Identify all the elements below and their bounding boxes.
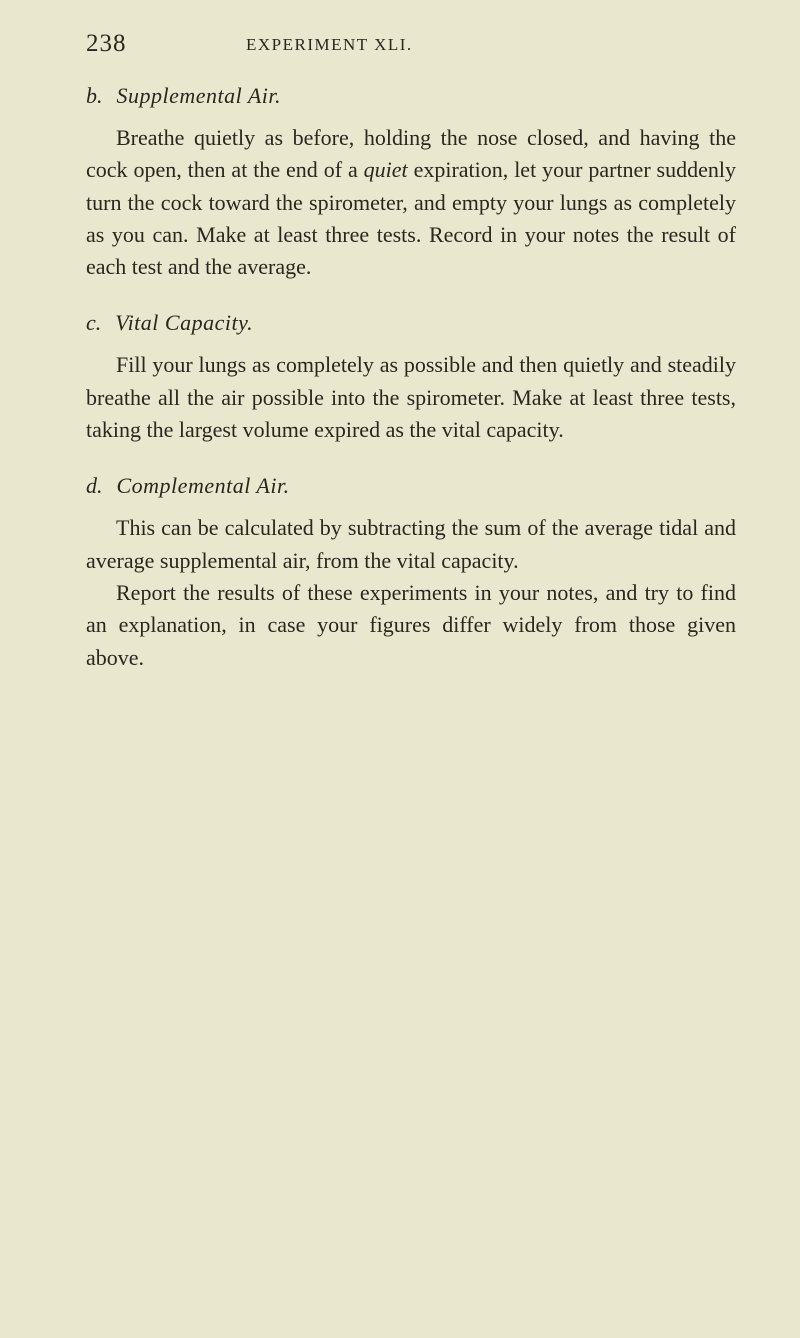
section-title: Supplemental Air.: [116, 83, 282, 108]
section-vital-capacity: [86, 307, 736, 446]
paragraph: This can be calculated by subtracting the sum of the average tidal and average supplemental air, from the vital capacity.: [86, 515, 736, 573]
section-title: Complemental Air.: [116, 473, 290, 499]
section-heading: [86, 470, 736, 502]
page-header: [86, 30, 716, 64]
paragraph: Fill your lungs as completely as possible and then quietly and steadily breathe all the air possible into the spirometer. Make at least three tests, taking the largest volume expired as the vital capacity.: [86, 352, 736, 443]
emphasized-word: quiet: [363, 157, 408, 183]
section-heading: [86, 80, 736, 112]
section-complemental-air: [86, 470, 736, 673]
section-title: Vital Capacity.: [115, 310, 254, 336]
section-letter: b.: [86, 83, 103, 108]
page-body: [86, 80, 736, 674]
section-letter: d.: [86, 473, 103, 499]
section-supplemental-air: [86, 80, 736, 283]
section-heading: [86, 307, 736, 339]
paragraph: Report the results of these experiments in your notes, and try to find an explanation, in case your figures differ widely from those given above.: [86, 579, 736, 670]
section-letter: c.: [86, 310, 102, 336]
running-head: EXPERIMENT XLI.: [246, 35, 413, 54]
paragraph: [86, 122, 736, 283]
paragraph-text: expiration, let your partner suddenly turn the cock toward the spirometer, and empty your lungs as completely as you can. Make at least three tests. Record in your notes the result of each test and the average.: [86, 157, 736, 280]
page-number: 238: [86, 30, 127, 57]
paragraph-text: Breathe quietly as before, holding the nose closed, and having the cock open, then at the end of a: [86, 125, 736, 183]
